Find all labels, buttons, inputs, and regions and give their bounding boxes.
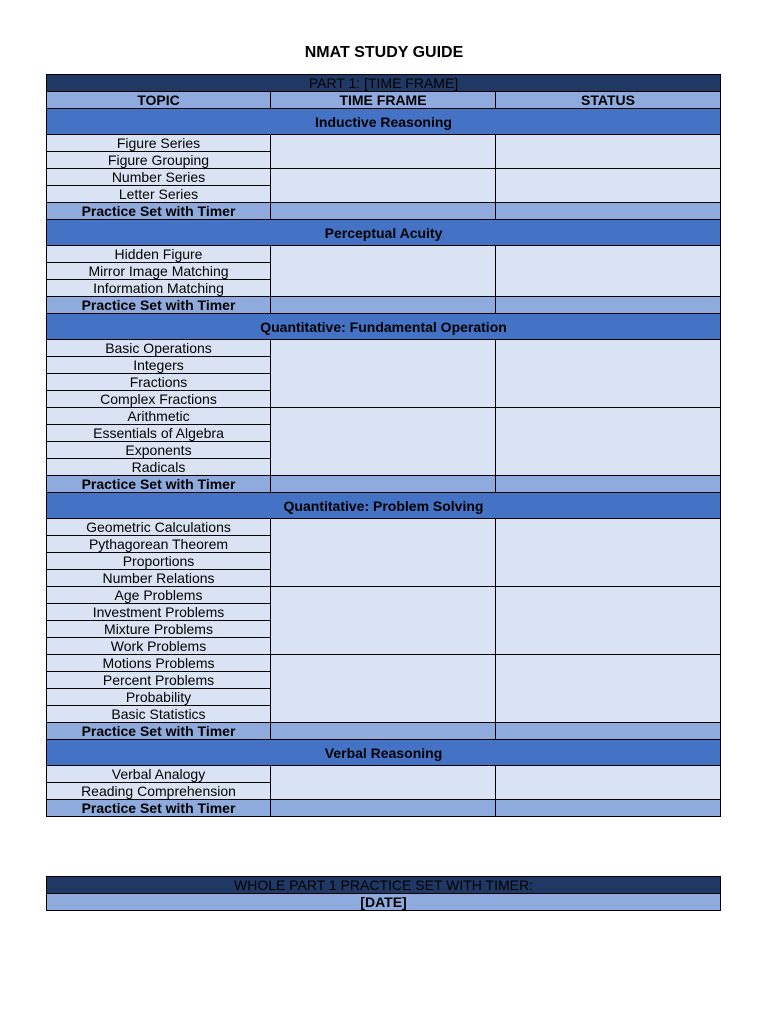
section-header: Inductive Reasoning [47,109,721,135]
topic-cell: Probability [47,689,271,706]
topic-row [47,519,721,536]
time-frame-cell[interactable] [271,587,496,655]
column-header-status: STATUS [496,92,721,109]
topic-cell: Percent Problems [47,672,271,689]
status-cell[interactable] [496,169,721,203]
practice-row [47,203,721,220]
topic-cell: Information Matching [47,280,271,297]
topic-row [47,408,721,425]
status-cell[interactable] [496,135,721,169]
topic-cell: Letter Series [47,186,271,203]
topic-cell: Pythagorean Theorem [47,536,271,553]
part-header: PART 1: [TIME FRAME] [47,75,721,92]
practice-set-label: Practice Set with Timer [47,297,271,314]
time-frame-cell[interactable] [271,655,496,723]
status-cell[interactable] [496,340,721,408]
practice-set-label: Practice Set with Timer [47,476,271,493]
status-cell[interactable] [496,587,721,655]
topic-cell: Investment Problems [47,604,271,621]
topic-cell: Basic Statistics [47,706,271,723]
topic-cell: Figure Series [47,135,271,152]
practice-time-frame-cell[interactable] [271,203,496,220]
status-cell[interactable] [496,766,721,800]
topic-cell: Mixture Problems [47,621,271,638]
status-cell[interactable] [496,246,721,297]
section-header: Verbal Reasoning [47,740,721,766]
topic-row [47,655,721,672]
practice-row [47,723,721,740]
topic-row [47,340,721,357]
practice-set-label: Practice Set with Timer [47,800,271,817]
practice-time-frame-cell[interactable] [271,297,496,314]
time-frame-cell[interactable] [271,340,496,408]
column-header-topic: TOPIC [47,92,271,109]
time-frame-cell[interactable] [271,246,496,297]
topic-row [47,169,721,186]
topic-cell: Age Problems [47,587,271,604]
topic-cell: Work Problems [47,638,271,655]
section-header: Quantitative: Fundamental Operation [47,314,721,340]
topic-cell: Integers [47,357,271,374]
page-title: NMAT STUDY GUIDE [304,44,464,61]
section-header: Perceptual Acuity [47,220,721,246]
section-header: Quantitative: Problem Solving [47,493,721,519]
status-cell[interactable] [496,655,721,723]
topic-row [47,135,721,152]
topic-row [47,246,721,263]
topic-cell: Mirror Image Matching [47,263,271,280]
whole-practice-date: [DATE] [47,894,721,911]
topic-cell: Hidden Figure [47,246,271,263]
column-header-time-frame: TIME FRAME [271,92,496,109]
practice-row [47,297,721,314]
practice-row [47,476,721,493]
practice-status-cell[interactable] [496,203,721,220]
practice-set-label: Practice Set with Timer [47,723,271,740]
practice-status-cell[interactable] [496,297,721,314]
time-frame-cell[interactable] [271,408,496,476]
practice-status-cell[interactable] [496,476,721,493]
topic-cell: Figure Grouping [47,152,271,169]
practice-status-cell[interactable] [496,723,721,740]
time-frame-cell[interactable] [271,519,496,587]
practice-time-frame-cell[interactable] [271,723,496,740]
topic-cell: Basic Operations [47,340,271,357]
whole-practice-table [46,876,721,911]
topic-cell: Number Series [47,169,271,186]
time-frame-cell[interactable] [271,766,496,800]
topic-cell: Motions Problems [47,655,271,672]
topic-cell: Complex Fractions [47,391,271,408]
status-cell[interactable] [496,519,721,587]
topic-cell: Number Relations [47,570,271,587]
topic-cell: Fractions [47,374,271,391]
time-frame-cell[interactable] [271,169,496,203]
topic-cell: Proportions [47,553,271,570]
topic-cell: Essentials of Algebra [47,425,271,442]
topic-row [47,587,721,604]
practice-time-frame-cell[interactable] [271,476,496,493]
topic-cell: Exponents [47,442,271,459]
practice-time-frame-cell[interactable] [271,800,496,817]
whole-practice-header: WHOLE PART 1 PRACTICE SET WITH TIMER: [47,877,721,894]
topic-cell: Geometric Calculations [47,519,271,536]
topic-cell: Verbal Analogy [47,766,271,783]
topic-cell: Arithmetic [47,408,271,425]
topic-row [47,766,721,783]
practice-status-cell[interactable] [496,800,721,817]
status-cell[interactable] [496,408,721,476]
topic-cell: Reading Comprehension [47,783,271,800]
practice-row [47,800,721,817]
study-guide-table [46,74,721,817]
practice-set-label: Practice Set with Timer [47,203,271,220]
time-frame-cell[interactable] [271,135,496,169]
topic-cell: Radicals [47,459,271,476]
